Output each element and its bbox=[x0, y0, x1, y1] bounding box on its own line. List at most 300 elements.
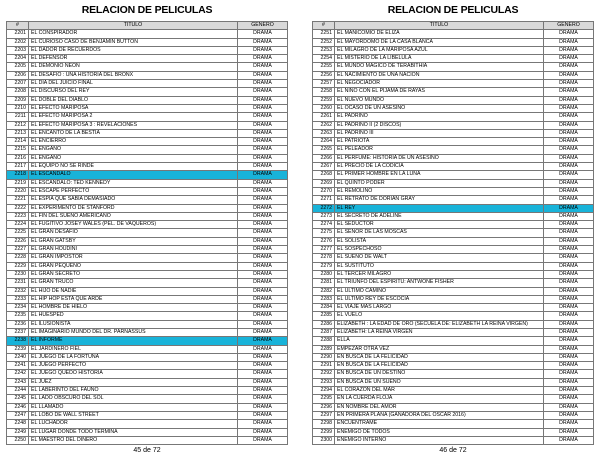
row-title: EL GRAN SECRETO bbox=[29, 270, 238, 278]
row-number: 2210 bbox=[7, 104, 29, 112]
row-number: 2229 bbox=[7, 262, 29, 270]
row-number: 2213 bbox=[7, 129, 29, 137]
row-title: EL EXPERIMENTO DE STANFORD bbox=[29, 204, 238, 212]
table-row bbox=[7, 71, 288, 79]
table-row bbox=[313, 254, 594, 262]
row-genre: DRAMA bbox=[238, 171, 288, 179]
row-number: 2265 bbox=[313, 146, 335, 154]
row-genre: DRAMA bbox=[544, 428, 594, 436]
row-title: EL JARDINERO FIEL bbox=[29, 345, 238, 353]
row-number: 2269 bbox=[313, 179, 335, 187]
row-title: EL GRAN PEQUEÑO bbox=[29, 262, 238, 270]
row-number: 2252 bbox=[313, 38, 335, 46]
table-row bbox=[7, 121, 288, 129]
table-header-row bbox=[313, 22, 594, 30]
table-row bbox=[313, 436, 594, 444]
row-number: 2241 bbox=[7, 362, 29, 370]
page-number: 46 de 72 bbox=[439, 447, 467, 454]
table-row bbox=[7, 196, 288, 204]
row-genre: DRAMA bbox=[238, 46, 288, 54]
row-number: 2247 bbox=[7, 411, 29, 419]
row-genre: DRAMA bbox=[544, 179, 594, 187]
row-genre: DRAMA bbox=[238, 246, 288, 254]
row-number: 2294 bbox=[313, 387, 335, 395]
row-number: 2274 bbox=[313, 221, 335, 229]
row-number: 2219 bbox=[7, 179, 29, 187]
table-row bbox=[7, 270, 288, 278]
row-number: 2276 bbox=[313, 237, 335, 245]
table-row bbox=[313, 55, 594, 63]
row-number: 2244 bbox=[7, 387, 29, 395]
row-number: 2234 bbox=[7, 304, 29, 312]
table-row bbox=[7, 55, 288, 63]
row-title: EL SEÑOR DE LAS MOSCAS bbox=[335, 229, 544, 237]
row-genre: DRAMA bbox=[544, 187, 594, 195]
row-title: EL PADRINO bbox=[335, 113, 544, 121]
row-genre: DRAMA bbox=[238, 312, 288, 320]
row-genre: DRAMA bbox=[544, 96, 594, 104]
row-title: EL GRAN TRUCO bbox=[29, 279, 238, 287]
row-number: 2289 bbox=[313, 345, 335, 353]
row-genre: DRAMA bbox=[238, 138, 288, 146]
table-header-row bbox=[7, 22, 288, 30]
row-title: EL SOSPECHOSO bbox=[335, 246, 544, 254]
row-genre: DRAMA bbox=[544, 196, 594, 204]
table-row bbox=[313, 320, 594, 328]
table-body bbox=[313, 30, 594, 445]
row-title: EL HIP HOP ESTA QUE ARDE bbox=[29, 295, 238, 303]
row-number: 2262 bbox=[313, 121, 335, 129]
table-row bbox=[313, 304, 594, 312]
row-number: 2263 bbox=[313, 129, 335, 137]
row-title: EL LUGAR DONDE TODO TERMINA bbox=[29, 428, 238, 436]
row-title: EL DEMONIO NEON bbox=[29, 63, 238, 71]
row-number: 2220 bbox=[7, 187, 29, 195]
row-number: 2221 bbox=[7, 196, 29, 204]
row-genre: DRAMA bbox=[544, 129, 594, 137]
row-genre: DRAMA bbox=[238, 304, 288, 312]
row-genre: DRAMA bbox=[544, 403, 594, 411]
row-genre: DRAMA bbox=[238, 104, 288, 112]
table-row bbox=[313, 71, 594, 79]
row-number: 2240 bbox=[7, 353, 29, 361]
row-genre: DRAMA bbox=[238, 362, 288, 370]
table-row bbox=[313, 187, 594, 195]
table-row bbox=[7, 221, 288, 229]
page-title: RELACION DE PELICULAS bbox=[81, 4, 213, 16]
row-genre: DRAMA bbox=[238, 279, 288, 287]
row-title: EL NACIMIENTO DE UNA NACION bbox=[335, 71, 544, 79]
row-title: EL MAYORDOMO DE LA CASA BLANCA bbox=[335, 38, 544, 46]
row-number: 2214 bbox=[7, 138, 29, 146]
row-number: 2251 bbox=[313, 30, 335, 38]
row-title: EMPEZAR OTRA VEZ bbox=[335, 345, 544, 353]
row-title: EL LUCHADOR bbox=[29, 420, 238, 428]
row-genre: DRAMA bbox=[238, 163, 288, 171]
row-genre: DRAMA bbox=[544, 221, 594, 229]
row-genre: DRAMA bbox=[544, 163, 594, 171]
row-title: EN NOMBRE DEL AMOR bbox=[335, 403, 544, 411]
row-genre: DRAMA bbox=[238, 88, 288, 96]
row-number: 2285 bbox=[313, 312, 335, 320]
table-row bbox=[7, 80, 288, 88]
row-genre: DRAMA bbox=[544, 55, 594, 63]
row-title: EL ESCANDALO: TED KENNEDY bbox=[29, 179, 238, 187]
table-row bbox=[7, 212, 288, 220]
row-title: EL NEGOCIADOR bbox=[335, 80, 544, 88]
row-title: EN PRIMERA PLANA (GANADORA DEL OSCAR 2016) bbox=[335, 411, 544, 419]
table-row bbox=[7, 436, 288, 444]
row-genre: DRAMA bbox=[238, 121, 288, 129]
row-genre: DRAMA bbox=[544, 254, 594, 262]
row-number: 2208 bbox=[7, 88, 29, 96]
row-number: 2202 bbox=[7, 38, 29, 46]
table-row bbox=[313, 411, 594, 419]
row-genre: DRAMA bbox=[544, 154, 594, 162]
row-genre: DRAMA bbox=[238, 254, 288, 262]
row-title: EL ESCANDALO bbox=[29, 171, 238, 179]
table-row bbox=[313, 403, 594, 411]
row-number: 2212 bbox=[7, 121, 29, 129]
row-number: 2245 bbox=[7, 395, 29, 403]
table-row bbox=[313, 237, 594, 245]
row-genre: DRAMA bbox=[238, 221, 288, 229]
row-number: 2280 bbox=[313, 270, 335, 278]
table-row bbox=[7, 370, 288, 378]
row-genre: DRAMA bbox=[238, 287, 288, 295]
row-number: 2295 bbox=[313, 395, 335, 403]
table-row bbox=[313, 362, 594, 370]
table-row bbox=[7, 254, 288, 262]
table-row bbox=[7, 104, 288, 112]
row-genre: DRAMA bbox=[544, 312, 594, 320]
table-row bbox=[313, 46, 594, 54]
row-number: 2298 bbox=[313, 420, 335, 428]
row-number: 2257 bbox=[313, 80, 335, 88]
table-row bbox=[313, 221, 594, 229]
table-row bbox=[313, 370, 594, 378]
table-row bbox=[313, 30, 594, 38]
row-title: EL LOBO DE WALL STREET bbox=[29, 411, 238, 419]
row-number: 2224 bbox=[7, 221, 29, 229]
table-row bbox=[313, 428, 594, 436]
row-genre: DRAMA bbox=[544, 387, 594, 395]
row-genre: DRAMA bbox=[238, 337, 288, 345]
row-number: 2215 bbox=[7, 146, 29, 154]
table-row bbox=[313, 328, 594, 336]
row-genre: DRAMA bbox=[238, 96, 288, 104]
table-row bbox=[313, 154, 594, 162]
row-title: EL HIJO DE NADIE bbox=[29, 287, 238, 295]
row-genre: DRAMA bbox=[544, 411, 594, 419]
row-title: ENEMIGO INTERNO bbox=[335, 436, 544, 444]
row-title: EL PELEADOR bbox=[335, 146, 544, 154]
row-title: EL PRECIO DE LA CODICIA bbox=[335, 163, 544, 171]
row-title: EL SECRETO DE ADELINE bbox=[335, 212, 544, 220]
table-row bbox=[313, 146, 594, 154]
row-genre: DRAMA bbox=[544, 38, 594, 46]
row-genre: DRAMA bbox=[238, 320, 288, 328]
table-row-highlighted bbox=[313, 204, 594, 212]
row-title: EL RETRATO DE DORIAN GRAY bbox=[335, 196, 544, 204]
row-genre: DRAMA bbox=[238, 436, 288, 444]
row-title: EL SOLISTA bbox=[335, 237, 544, 245]
row-number: 2211 bbox=[7, 113, 29, 121]
table-row-highlighted bbox=[7, 337, 288, 345]
table-row bbox=[313, 38, 594, 46]
table-row bbox=[7, 362, 288, 370]
table-row bbox=[313, 378, 594, 386]
row-genre: DRAMA bbox=[544, 328, 594, 336]
row-number: 2266 bbox=[313, 154, 335, 162]
row-number: 2201 bbox=[7, 30, 29, 38]
table-row bbox=[313, 212, 594, 220]
row-genre: DRAMA bbox=[544, 138, 594, 146]
row-number: 2283 bbox=[313, 295, 335, 303]
row-genre: DRAMA bbox=[238, 262, 288, 270]
row-number: 2217 bbox=[7, 163, 29, 171]
table-row bbox=[7, 146, 288, 154]
table-row bbox=[7, 320, 288, 328]
row-number: 2267 bbox=[313, 163, 335, 171]
table-row bbox=[7, 187, 288, 195]
row-number: 2222 bbox=[7, 204, 29, 212]
row-genre: DRAMA bbox=[238, 146, 288, 154]
row-number: 2254 bbox=[313, 55, 335, 63]
row-genre: DRAMA bbox=[238, 113, 288, 121]
row-title: EL DIA DEL JUICIO FINAL bbox=[29, 80, 238, 88]
row-number: 2239 bbox=[7, 345, 29, 353]
row-genre: DRAMA bbox=[544, 395, 594, 403]
row-number: 2255 bbox=[313, 63, 335, 71]
row-number: 2248 bbox=[7, 420, 29, 428]
row-number: 2216 bbox=[7, 154, 29, 162]
row-title: EN BUSCA DE LA FELICIDAD bbox=[335, 362, 544, 370]
table-row bbox=[313, 88, 594, 96]
row-genre: DRAMA bbox=[544, 362, 594, 370]
row-title: EL ENGAÑO bbox=[29, 154, 238, 162]
row-genre: DRAMA bbox=[544, 287, 594, 295]
row-number: 2203 bbox=[7, 46, 29, 54]
page-left bbox=[6, 0, 288, 454]
table-row bbox=[313, 270, 594, 278]
table-row bbox=[7, 38, 288, 46]
row-title: EL LABERINTO DEL FAUNO bbox=[29, 387, 238, 395]
row-title: EL IMAGINARIO MUNDO DEL DR. PARNASSUS bbox=[29, 328, 238, 336]
row-genre: DRAMA bbox=[238, 411, 288, 419]
row-title: EL QUINTO PODER bbox=[335, 179, 544, 187]
row-genre: DRAMA bbox=[238, 353, 288, 361]
row-title: EL REY bbox=[335, 204, 544, 212]
header-genre: GENERO bbox=[238, 22, 288, 30]
table-row bbox=[313, 171, 594, 179]
row-genre: DRAMA bbox=[544, 370, 594, 378]
table-row bbox=[7, 138, 288, 146]
row-number: 2242 bbox=[7, 370, 29, 378]
row-number: 2250 bbox=[7, 436, 29, 444]
row-genre: DRAMA bbox=[238, 154, 288, 162]
table-row bbox=[7, 262, 288, 270]
movies-table bbox=[6, 21, 288, 445]
row-genre: DRAMA bbox=[238, 204, 288, 212]
table-row bbox=[7, 129, 288, 137]
row-title: EL NIÑO CON EL PIJAMA DE RAYAS bbox=[335, 88, 544, 96]
row-genre: DRAMA bbox=[544, 71, 594, 79]
row-genre: DRAMA bbox=[238, 129, 288, 137]
table-row bbox=[313, 113, 594, 121]
table-row bbox=[313, 262, 594, 270]
table-row bbox=[313, 279, 594, 287]
row-title: EL DISCURSO DEL REY bbox=[29, 88, 238, 96]
row-number: 2204 bbox=[7, 55, 29, 63]
table-row bbox=[7, 204, 288, 212]
row-number: 2284 bbox=[313, 304, 335, 312]
row-title: EL MILAGRO DE LA MARIPOSA AZUL bbox=[335, 46, 544, 54]
row-genre: DRAMA bbox=[544, 104, 594, 112]
row-title: EN BUSCA DE UN DESTINO bbox=[335, 370, 544, 378]
header-genre: GENERO bbox=[544, 22, 594, 30]
row-genre: DRAMA bbox=[544, 212, 594, 220]
row-number: 2256 bbox=[313, 71, 335, 79]
row-title: EL GRAN GATSBY bbox=[29, 237, 238, 245]
table-row bbox=[7, 287, 288, 295]
row-title: EL SUEÑO DE WALT bbox=[335, 254, 544, 262]
table-row bbox=[313, 312, 594, 320]
row-number: 2209 bbox=[7, 96, 29, 104]
table-row bbox=[7, 279, 288, 287]
row-number: 2272 bbox=[313, 204, 335, 212]
row-number: 2232 bbox=[7, 287, 29, 295]
row-genre: DRAMA bbox=[544, 237, 594, 245]
row-number: 2296 bbox=[313, 403, 335, 411]
table-row bbox=[313, 246, 594, 254]
row-number: 2287 bbox=[313, 328, 335, 336]
row-genre: DRAMA bbox=[544, 121, 594, 129]
table-row bbox=[7, 30, 288, 38]
row-title: EL NUEVO MUNDO bbox=[335, 96, 544, 104]
row-genre: DRAMA bbox=[544, 353, 594, 361]
row-genre: DRAMA bbox=[238, 370, 288, 378]
row-genre: DRAMA bbox=[238, 328, 288, 336]
row-genre: DRAMA bbox=[544, 262, 594, 270]
row-title: EL ENCIERRO bbox=[29, 138, 238, 146]
row-genre: DRAMA bbox=[238, 196, 288, 204]
row-number: 2292 bbox=[313, 370, 335, 378]
row-genre: DRAMA bbox=[238, 80, 288, 88]
header-number: # bbox=[7, 22, 29, 30]
row-number: 2273 bbox=[313, 212, 335, 220]
row-number: 2291 bbox=[313, 362, 335, 370]
row-genre: DRAMA bbox=[238, 403, 288, 411]
table-row bbox=[7, 113, 288, 121]
row-genre: DRAMA bbox=[238, 55, 288, 63]
row-number: 2279 bbox=[313, 262, 335, 270]
table-row bbox=[7, 295, 288, 303]
row-title: EL VUELO bbox=[335, 312, 544, 320]
row-title: EL GRAN HOUDINI bbox=[29, 246, 238, 254]
row-number: 2223 bbox=[7, 212, 29, 220]
table-row bbox=[313, 229, 594, 237]
table-row bbox=[313, 420, 594, 428]
table-row bbox=[7, 420, 288, 428]
table-row bbox=[7, 46, 288, 54]
row-title: EL JUEGO DE LA FORTUNA bbox=[29, 353, 238, 361]
table-row bbox=[313, 179, 594, 187]
row-genre: DRAMA bbox=[544, 146, 594, 154]
row-genre: DRAMA bbox=[544, 204, 594, 212]
row-title: EL CONSPIRADOR bbox=[29, 30, 238, 38]
row-title: ENEMIGO DE TODOS bbox=[335, 428, 544, 436]
table-row bbox=[313, 395, 594, 403]
row-title: EL DESAFIO : UNA HISTORIA DEL BRONX bbox=[29, 71, 238, 79]
table-row bbox=[7, 428, 288, 436]
row-title: EL PADRINO III bbox=[335, 129, 544, 137]
table-row-highlighted bbox=[7, 171, 288, 179]
row-genre: DRAMA bbox=[238, 229, 288, 237]
row-title: EL HOMBRE DE HIELO bbox=[29, 304, 238, 312]
table-row bbox=[313, 287, 594, 295]
table-row bbox=[313, 96, 594, 104]
row-number: 2300 bbox=[313, 436, 335, 444]
row-genre: DRAMA bbox=[544, 63, 594, 71]
row-title: EL ESCAPE PERFECTO bbox=[29, 187, 238, 195]
row-title: EL EFECTO MARIPOSA 3 : REVELACIONES bbox=[29, 121, 238, 129]
row-genre: DRAMA bbox=[238, 420, 288, 428]
row-title: EL MAESTRO DEL DINERO bbox=[29, 436, 238, 444]
row-title: EL ENCANTO DE LA BESTIA bbox=[29, 129, 238, 137]
row-title: EN LA CUERDA FLOJA bbox=[335, 395, 544, 403]
row-title: EL INFORME bbox=[29, 337, 238, 345]
table-row bbox=[313, 121, 594, 129]
row-title: EL ESPIA QUE SABIA DEMASIADO bbox=[29, 196, 238, 204]
row-number: 2299 bbox=[313, 428, 335, 436]
row-title: EN BUSCA DE UN SUEÑO bbox=[335, 378, 544, 386]
row-number: 2271 bbox=[313, 196, 335, 204]
table-row bbox=[313, 353, 594, 361]
row-title: EL HUESPED bbox=[29, 312, 238, 320]
row-number: 2253 bbox=[313, 46, 335, 54]
row-number: 2235 bbox=[7, 312, 29, 320]
row-title: EL CURIOSO CASO DE BENJAMIN BUTTON bbox=[29, 38, 238, 46]
row-title: EL JUEZ bbox=[29, 378, 238, 386]
row-title: ELIZABETH : LA EDAD DE ORO (SECUELA DE: ELIZABETH LA REINA VIRGEN) bbox=[335, 320, 544, 328]
row-genre: DRAMA bbox=[544, 304, 594, 312]
row-number: 2277 bbox=[313, 246, 335, 254]
table-row bbox=[7, 403, 288, 411]
row-title: EL TRIUNFO DEL ESPIRITU: ANTWONE FISHER bbox=[335, 279, 544, 287]
row-title: EL MISTERIO DE LA LIBELULA bbox=[335, 55, 544, 63]
row-title: EL PERFUME: HISTORIA DE UN ASESINO bbox=[335, 154, 544, 162]
row-genre: DRAMA bbox=[238, 387, 288, 395]
row-title: EL PADRINO II (2 DISCOS) bbox=[335, 121, 544, 129]
row-genre: DRAMA bbox=[544, 320, 594, 328]
row-genre: DRAMA bbox=[544, 420, 594, 428]
row-genre: DRAMA bbox=[544, 80, 594, 88]
table-row bbox=[7, 229, 288, 237]
row-title: EL DADOR DE RECUERDOS bbox=[29, 46, 238, 54]
table-row bbox=[7, 246, 288, 254]
row-genre: DRAMA bbox=[544, 171, 594, 179]
row-title: EL JUEGO PERFECTO bbox=[29, 362, 238, 370]
row-genre: DRAMA bbox=[238, 30, 288, 38]
row-title: EL VIAJE MAS LARGO bbox=[335, 304, 544, 312]
row-genre: DRAMA bbox=[238, 428, 288, 436]
header-number: # bbox=[313, 22, 335, 30]
table-row bbox=[313, 295, 594, 303]
row-number: 2226 bbox=[7, 237, 29, 245]
row-number: 2260 bbox=[313, 104, 335, 112]
row-title: EN BUSCA DE LA FELICIDAD bbox=[335, 353, 544, 361]
